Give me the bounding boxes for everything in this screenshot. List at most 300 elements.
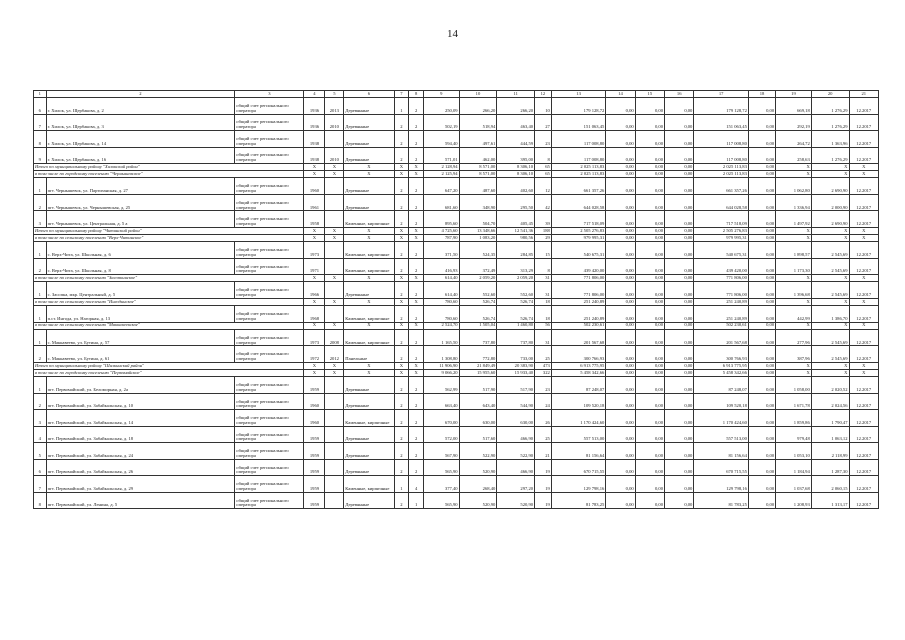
table-cell: 1 790,47 bbox=[811, 410, 849, 427]
table-cell: X bbox=[409, 370, 424, 377]
table-cell: пгт. Первомайский, ул. Забайкальская, д. 26 bbox=[46, 459, 235, 476]
table-cell: 502 230,61 bbox=[551, 322, 606, 329]
table-cell: 0,00 bbox=[748, 242, 775, 259]
table-cell: X bbox=[344, 275, 394, 282]
table-cell: X bbox=[409, 164, 424, 171]
table-cell: 2 505 276,83 bbox=[694, 227, 749, 234]
table-cell: 0,00 bbox=[635, 410, 664, 427]
table-cell: 23 bbox=[535, 131, 552, 148]
table-cell: 6 913 775,95 bbox=[551, 362, 606, 369]
capital-repair-table-sheet bbox=[33, 90, 879, 509]
table-cell: 12.2017 bbox=[849, 306, 879, 323]
table-cell: 0,00 bbox=[606, 282, 635, 299]
table-cell: 557 513,00 bbox=[551, 426, 606, 443]
table-cell: 266,20 bbox=[497, 98, 535, 115]
table-cell: Деревянные bbox=[344, 426, 394, 443]
table-cell: 2 bbox=[409, 131, 424, 148]
table-cell: 0,00 bbox=[635, 171, 664, 178]
table-cell: 520,90 bbox=[459, 459, 497, 476]
table-cell: 0,00 bbox=[748, 171, 775, 178]
table-cell: общий счет регионального оператора bbox=[235, 443, 304, 460]
table-cell: 2 bbox=[394, 258, 409, 275]
table-cell: 15 bbox=[535, 242, 552, 259]
table-cell: общий счет регионального оператора bbox=[235, 98, 304, 115]
table-cell: 1 bbox=[394, 476, 409, 493]
table-cell: 1 386,70 bbox=[811, 306, 849, 323]
table-cell: 0,00 bbox=[635, 235, 664, 242]
table-cell: с. Маккавеево, ул. Бутина, д. 61 bbox=[46, 346, 235, 363]
table-cell: 2 545,69 bbox=[811, 242, 849, 259]
table-cell: 65 bbox=[535, 164, 552, 171]
table-cell: 0,00 bbox=[665, 443, 694, 460]
table-cell: 2012 bbox=[325, 346, 344, 363]
table-cell: 733,00 bbox=[497, 346, 535, 363]
table-cell: 771 806,00 bbox=[551, 275, 606, 282]
table-cell: 8 bbox=[409, 91, 424, 98]
table-cell: 31 bbox=[535, 275, 552, 282]
table-cell: 571,01 bbox=[423, 147, 459, 164]
table-cell: 2 bbox=[394, 426, 409, 443]
table-cell: 0,00 bbox=[606, 275, 635, 282]
table-cell: 322 bbox=[535, 370, 552, 377]
table-cell: 8 571,00 bbox=[459, 171, 497, 178]
table-cell: 87 248,07 bbox=[551, 377, 606, 394]
table-cell: 12.2017 bbox=[849, 194, 879, 211]
table-cell: 1960 bbox=[304, 178, 325, 195]
table-cell: 0,00 bbox=[606, 211, 635, 228]
table-cell bbox=[325, 476, 344, 493]
table-cell: п.ст. Ингода, ул. Нагорная, д. 13 bbox=[46, 306, 235, 323]
table-cell: 2 bbox=[409, 377, 424, 394]
table-cell: 0,00 bbox=[635, 370, 664, 377]
table-cell: 0,00 bbox=[748, 459, 775, 476]
table-cell: 0,00 bbox=[748, 329, 775, 346]
table-cell: 12.2017 bbox=[849, 147, 879, 164]
table-cell: 1971 bbox=[304, 258, 325, 275]
table-cell: 24 bbox=[535, 393, 552, 410]
table-cell: X bbox=[325, 235, 344, 242]
table-row bbox=[34, 459, 879, 476]
table-cell bbox=[325, 492, 344, 509]
table-cell: 544,90 bbox=[497, 393, 535, 410]
table-cell: 1 505,04 bbox=[459, 322, 497, 329]
table-cell: 0,00 bbox=[635, 443, 664, 460]
table-cell: 0,00 bbox=[665, 426, 694, 443]
table-cell: X bbox=[811, 171, 849, 178]
table-cell: X bbox=[811, 322, 849, 329]
table-cell: 1959 bbox=[304, 443, 325, 460]
table-cell: пгт. Первомайский, ул. Ленина, д. 5 bbox=[46, 492, 235, 509]
table-cell: 284,85 bbox=[497, 242, 535, 259]
table-cell: 19 bbox=[535, 492, 552, 509]
table-cell: 12.2017 bbox=[849, 459, 879, 476]
table-row bbox=[34, 377, 879, 394]
table-cell: 1 053,10 bbox=[776, 443, 812, 460]
subtotal-row bbox=[34, 298, 879, 305]
table-cell: 0,00 bbox=[606, 370, 635, 377]
table-cell: 8 bbox=[535, 147, 552, 164]
table-cell: 1 165,50 bbox=[423, 329, 459, 346]
table-cell: 0,00 bbox=[635, 322, 664, 329]
table-cell: 567,90 bbox=[423, 443, 459, 460]
table-cell: X bbox=[344, 235, 394, 242]
table-cell: 557 513,00 bbox=[694, 426, 749, 443]
table-cell: 12 bbox=[535, 178, 552, 195]
table-cell: 2 bbox=[394, 194, 409, 211]
table-cell: 1 898,57 bbox=[776, 242, 812, 259]
table-cell: 19 bbox=[535, 476, 552, 493]
table-cell: X bbox=[409, 227, 424, 234]
table-cell: 0,00 bbox=[606, 362, 635, 369]
table-cell: 19 bbox=[535, 459, 552, 476]
table-cell: 979,48 bbox=[776, 426, 812, 443]
table-cell: 0,00 bbox=[606, 178, 635, 195]
table-cell: 0,00 bbox=[635, 282, 664, 299]
table-cell: 2 bbox=[394, 114, 409, 131]
table-cell: 0,00 bbox=[665, 171, 694, 178]
table-cell: 439 420,00 bbox=[694, 258, 749, 275]
table-cell: X bbox=[344, 362, 394, 369]
table-cell: X bbox=[849, 370, 879, 377]
table-cell: 0,00 bbox=[606, 242, 635, 259]
table-cell: 25 bbox=[535, 426, 552, 443]
table-cell: 466,90 bbox=[497, 459, 535, 476]
table-row bbox=[34, 426, 879, 443]
table-cell: 1959 bbox=[304, 476, 325, 493]
table-cell: 1966 bbox=[304, 282, 325, 299]
table-cell: Деревянные bbox=[344, 114, 394, 131]
table-cell: 2 bbox=[409, 242, 424, 259]
table-cell: 12.2017 bbox=[849, 242, 879, 259]
table-cell: 661 357,26 bbox=[551, 178, 606, 195]
table-cell: 0,00 bbox=[665, 147, 694, 164]
table-cell: 2 bbox=[409, 178, 424, 195]
table-cell: 614,40 bbox=[423, 275, 459, 282]
table-row bbox=[34, 242, 879, 259]
table-cell: 2 bbox=[409, 258, 424, 275]
table-cell: X bbox=[325, 298, 344, 305]
table-cell: 439 420,00 bbox=[551, 258, 606, 275]
table-cell: 2 020,52 bbox=[811, 377, 849, 394]
table-cell: 979 995,31 bbox=[694, 235, 749, 242]
table-cell bbox=[325, 178, 344, 195]
table-cell: 2 505 276,83 bbox=[551, 227, 606, 234]
table-cell: общий счет регионального оператора bbox=[235, 329, 304, 346]
table-cell: 4 bbox=[409, 476, 424, 493]
table-cell: 25 bbox=[535, 346, 552, 363]
subtotal-row bbox=[34, 227, 879, 234]
table-cell: 0,00 bbox=[635, 227, 664, 234]
table-cell: 300 766,93 bbox=[551, 346, 606, 363]
table-cell: 2 128,94 bbox=[423, 164, 459, 171]
table-cell: 1 276,29 bbox=[811, 114, 849, 131]
table-cell: 12.2017 bbox=[849, 178, 879, 195]
table-cell: 0,00 bbox=[665, 346, 694, 363]
table-cell: 13 bbox=[551, 91, 606, 98]
table-cell: X bbox=[811, 298, 849, 305]
table-cell: 42 bbox=[535, 194, 552, 211]
table-cell: 0,00 bbox=[606, 258, 635, 275]
table-row bbox=[34, 178, 879, 195]
table-cell: 117 008,80 bbox=[551, 131, 606, 148]
table-cell: 0,00 bbox=[748, 492, 775, 509]
table-cell: г. Хилок, ул. Щербакова, д. 3 bbox=[46, 114, 235, 131]
table-cell: 117 008,80 bbox=[694, 147, 749, 164]
table-cell: 81 783,25 bbox=[694, 492, 749, 509]
table-cell: 0,00 bbox=[665, 306, 694, 323]
table-cell: 8 306,10 bbox=[497, 164, 535, 171]
table-row bbox=[34, 147, 879, 164]
table-cell: 3 bbox=[34, 211, 47, 228]
table-cell: 565,90 bbox=[423, 492, 459, 509]
table-cell: 201 567,68 bbox=[694, 329, 749, 346]
table-cell: с. Верх-Чита, ул. Школьная, д. 6 bbox=[46, 242, 235, 259]
table-cell: 0,00 bbox=[748, 370, 775, 377]
table-cell: 0,00 bbox=[748, 426, 775, 443]
table-cell: 1 497,92 bbox=[776, 211, 812, 228]
table-cell: 0,00 bbox=[665, 211, 694, 228]
table-cell: 8 bbox=[34, 131, 47, 148]
table-cell: 2 bbox=[394, 459, 409, 476]
table-cell: 2 bbox=[394, 211, 409, 228]
table-cell: X bbox=[344, 370, 394, 377]
table-cell: X bbox=[394, 164, 409, 171]
table-cell: 0,00 bbox=[665, 393, 694, 410]
table-cell: 2 bbox=[394, 443, 409, 460]
table-cell: общий счет регионального оператора bbox=[235, 194, 304, 211]
table-cell: 1 063,12 bbox=[811, 426, 849, 443]
page-number: 14 bbox=[447, 28, 458, 40]
table-cell: 31 bbox=[535, 282, 552, 299]
table-cell: X bbox=[325, 164, 344, 171]
table-cell: 1958 bbox=[304, 211, 325, 228]
capital-repair-table bbox=[33, 90, 879, 509]
table-cell: 487,60 bbox=[459, 178, 497, 195]
table-cell bbox=[325, 393, 344, 410]
table-cell: 0,00 bbox=[748, 298, 775, 305]
table-cell: 0,00 bbox=[748, 178, 775, 195]
table-cell: Панельные bbox=[344, 346, 394, 363]
table-cell: 13 348,66 bbox=[459, 227, 497, 234]
table-cell: 8 bbox=[535, 258, 552, 275]
table-cell: 5 458 342,66 bbox=[551, 370, 606, 377]
table-cell: Деревянные bbox=[344, 393, 394, 410]
table-cell: X bbox=[776, 235, 812, 242]
table-cell: 980,56 bbox=[497, 235, 535, 242]
table-cell: 1959 bbox=[304, 459, 325, 476]
table-row bbox=[34, 476, 879, 493]
table-cell: 771 806,00 bbox=[694, 275, 749, 282]
table-cell: 0,00 bbox=[665, 329, 694, 346]
table-cell: 0,00 bbox=[748, 194, 775, 211]
table-cell: пгт. Чернышевск, ул. Центральная, д. 5 а bbox=[46, 211, 235, 228]
table-cell: 2 bbox=[394, 178, 409, 195]
table-cell: 1 173,30 bbox=[776, 258, 812, 275]
table-cell: Каменные, кирпичные bbox=[344, 258, 394, 275]
table-cell: 11 bbox=[497, 91, 535, 98]
table-cell: 647,20 bbox=[423, 178, 459, 195]
table-cell: пгт. Первомайский, ул. Забайкальская, д. 24 bbox=[46, 443, 235, 460]
table-cell: 31 bbox=[535, 329, 552, 346]
table-cell: Каменные, кирпичные bbox=[344, 306, 394, 323]
table-cell: 12 bbox=[535, 91, 552, 98]
table-cell: X bbox=[304, 362, 325, 369]
table-cell: 1 058,00 bbox=[776, 377, 812, 394]
subtotal-row bbox=[34, 235, 879, 242]
table-cell: 497,61 bbox=[459, 131, 497, 148]
table-cell: 0,00 bbox=[665, 298, 694, 305]
table-cell: 0,00 bbox=[635, 98, 664, 115]
table-cell: 2 bbox=[409, 306, 424, 323]
table-cell: 6 bbox=[344, 91, 394, 98]
table-cell: 21 bbox=[849, 91, 879, 98]
table-cell: в том числе по сельскому поселению "Маккавеевское" bbox=[34, 322, 304, 329]
table-cell: 0,00 bbox=[635, 114, 664, 131]
table-cell: 614,40 bbox=[423, 282, 459, 299]
table-cell: 405,45 bbox=[497, 211, 535, 228]
table-cell: 12.2017 bbox=[849, 98, 879, 115]
table-cell: 1972 bbox=[304, 346, 325, 363]
table-cell: 670 715,55 bbox=[551, 459, 606, 476]
table-cell: 630,00 bbox=[497, 410, 535, 427]
table-cell: пгт. Первомайский, ул. Забайкальская, д. 10 bbox=[46, 393, 235, 410]
table-cell: 4 725,60 bbox=[423, 227, 459, 234]
table-cell: 8 306,10 bbox=[497, 171, 535, 178]
table-cell: 2 000,90 bbox=[811, 194, 849, 211]
table-cell: X bbox=[409, 171, 424, 178]
table-cell: 12 541,36 bbox=[497, 227, 535, 234]
table-cell: 0,00 bbox=[748, 443, 775, 460]
table-cell: X bbox=[394, 298, 409, 305]
table-cell: X bbox=[304, 370, 325, 377]
table-cell: общий счет регионального оператора bbox=[235, 114, 304, 131]
table-cell: 2 059,20 bbox=[459, 275, 497, 282]
table-cell: 251 240,89 bbox=[694, 298, 749, 305]
table-cell bbox=[325, 426, 344, 443]
table-cell: 0,00 bbox=[665, 370, 694, 377]
table-cell bbox=[325, 194, 344, 211]
table-cell: 4 bbox=[34, 426, 47, 443]
table-cell: общий счет регионального оператора bbox=[235, 393, 304, 410]
table-cell: 1 276,29 bbox=[811, 98, 849, 115]
table-cell: 1 396,68 bbox=[776, 282, 812, 299]
table-cell: Каменные, кирпичные bbox=[344, 410, 394, 427]
column-number-row bbox=[34, 91, 879, 98]
table-cell: Деревянные bbox=[344, 194, 394, 211]
table-cell: 201 567,68 bbox=[551, 329, 606, 346]
table-cell: 520,90 bbox=[497, 492, 535, 509]
table-cell: 0,00 bbox=[748, 410, 775, 427]
table-cell: 0,00 bbox=[748, 306, 775, 323]
table-cell: 7 bbox=[394, 91, 409, 98]
table-cell: 268,40 bbox=[459, 476, 497, 493]
table-row bbox=[34, 131, 879, 148]
table-cell: 258,63 bbox=[776, 147, 812, 164]
table-cell: 2 bbox=[394, 329, 409, 346]
table-cell: 1 bbox=[34, 242, 47, 259]
table-cell: X bbox=[811, 275, 849, 282]
table-cell: 0,00 bbox=[606, 410, 635, 427]
table-cell: 277,96 bbox=[776, 329, 812, 346]
table-cell: 18 bbox=[535, 298, 552, 305]
table-cell: 2 545,69 bbox=[811, 346, 849, 363]
table-cell: 0,00 bbox=[606, 329, 635, 346]
table-cell: 0,00 bbox=[635, 492, 664, 509]
table-row bbox=[34, 346, 879, 363]
table-cell: 266,20 bbox=[459, 98, 497, 115]
table-cell: 21 bbox=[535, 443, 552, 460]
table-cell: 2 bbox=[394, 377, 409, 394]
table-cell: 2013 bbox=[325, 98, 344, 115]
table-cell: пгт. Первомайский, ул. Забайкальская, д. 18 bbox=[46, 426, 235, 443]
table-cell bbox=[325, 459, 344, 476]
table-cell: 979 995,31 bbox=[551, 235, 606, 242]
table-cell: X bbox=[344, 322, 394, 329]
table-cell: общий счет регионального оператора bbox=[235, 178, 304, 195]
table-cell: X bbox=[304, 164, 325, 171]
table-cell: X bbox=[849, 362, 879, 369]
subtotal-row bbox=[34, 322, 879, 329]
table-cell: 1 037,68 bbox=[776, 476, 812, 493]
table-cell: 56 bbox=[535, 322, 552, 329]
table-cell: 12.2017 bbox=[849, 211, 879, 228]
table-cell: 0,00 bbox=[665, 178, 694, 195]
table-cell: X bbox=[849, 298, 879, 305]
table-cell: X bbox=[409, 298, 424, 305]
table-cell: 0,00 bbox=[748, 98, 775, 115]
table-cell: 0,00 bbox=[748, 322, 775, 329]
table-cell: 29 bbox=[535, 235, 552, 242]
table-cell: 552,60 bbox=[459, 282, 497, 299]
table-cell: 1936 bbox=[304, 114, 325, 131]
table-cell: Деревянные bbox=[344, 443, 394, 460]
table-cell: X bbox=[325, 227, 344, 234]
table-cell: 0,00 bbox=[748, 227, 775, 234]
table-cell: 0,00 bbox=[665, 459, 694, 476]
table-cell: общий счет регионального оператора bbox=[235, 258, 304, 275]
table-cell: 1959 bbox=[304, 377, 325, 394]
table-cell: 2 bbox=[394, 242, 409, 259]
table-cell: 552,60 bbox=[497, 282, 535, 299]
table-cell: 0,00 bbox=[606, 346, 635, 363]
table-cell: X bbox=[394, 362, 409, 369]
table-cell: 771 806,00 bbox=[694, 282, 749, 299]
table-cell: X bbox=[304, 322, 325, 329]
table-cell: 6 bbox=[34, 459, 47, 476]
table-cell: 2 025 113,83 bbox=[694, 164, 749, 171]
table-cell: X bbox=[776, 322, 812, 329]
table-cell: общий счет регионального оператора bbox=[235, 211, 304, 228]
table-cell: 526,74 bbox=[497, 298, 535, 305]
table-cell: 644 028,58 bbox=[694, 194, 749, 211]
table-cell: 5 bbox=[34, 443, 47, 460]
table-cell: 504,70 bbox=[459, 211, 497, 228]
table-cell: 2 bbox=[394, 131, 409, 148]
table-cell: 14 bbox=[606, 91, 635, 98]
table-cell: 1 170 424,60 bbox=[551, 410, 606, 427]
table-cell: 251 240,89 bbox=[694, 306, 749, 323]
table-cell: 0,00 bbox=[606, 171, 635, 178]
table-cell: общий счет регионального оператора bbox=[235, 306, 304, 323]
table-cell: 1959 bbox=[304, 492, 325, 509]
table-cell: 65 bbox=[535, 171, 552, 178]
table-cell: 2 bbox=[34, 194, 47, 211]
table-cell: 473 bbox=[535, 362, 552, 369]
subtotal-row bbox=[34, 362, 879, 369]
table-cell: 895,60 bbox=[423, 211, 459, 228]
table-cell: г. Хилок, ул. Щербакова, д. 2 bbox=[46, 98, 235, 115]
table-cell: 2 025 113,83 bbox=[551, 171, 606, 178]
